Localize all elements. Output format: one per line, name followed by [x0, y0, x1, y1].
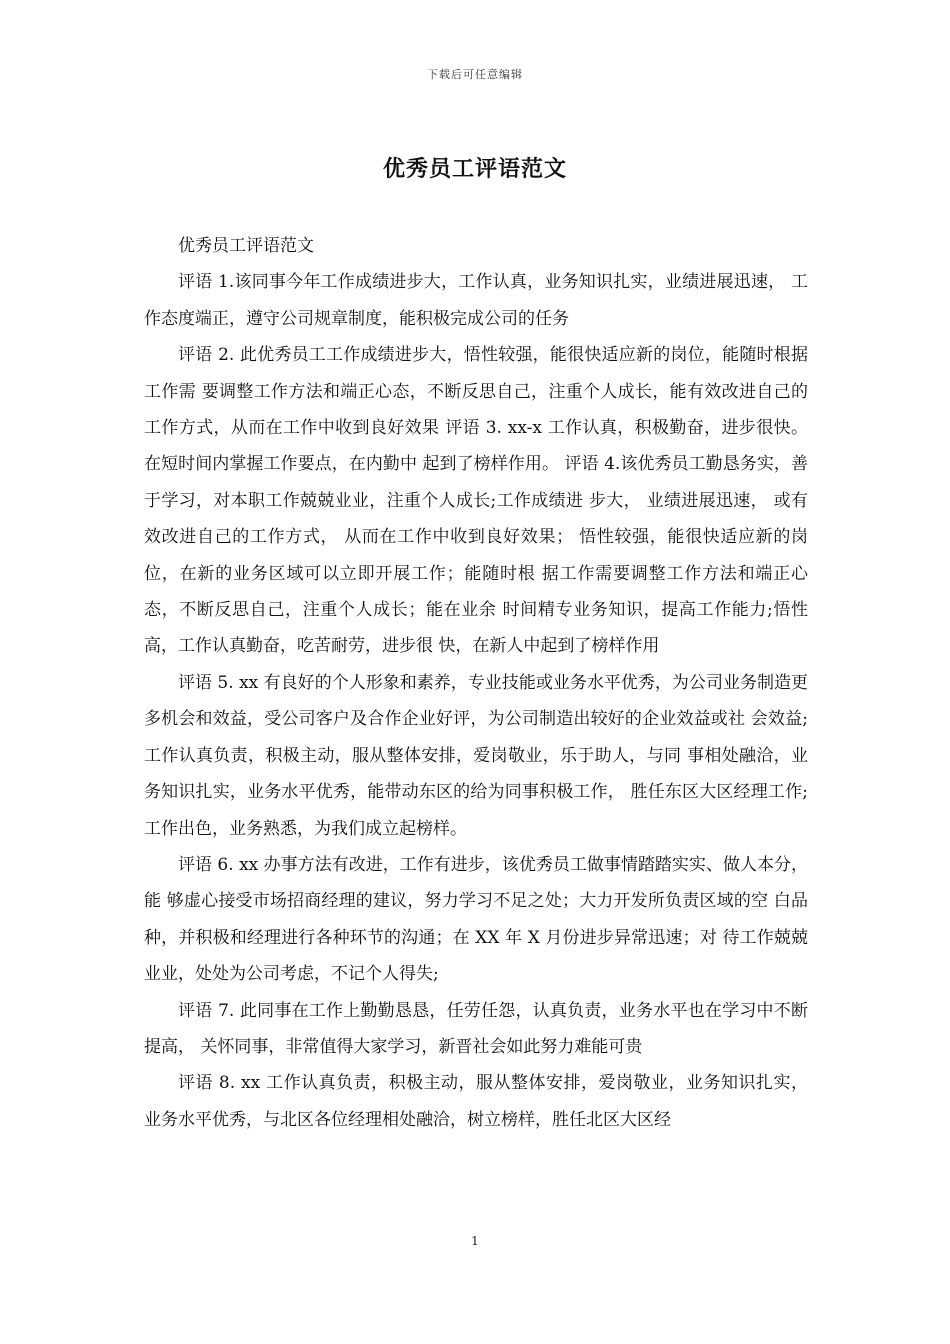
paragraph-comment-6: 评语 6. xx 办事方法有改进，工作有进步，该优秀员工做事情踏踏实实、做人本分，能 够虚心接受市场招商经理的建议，努力学习不足之处；大力开发所负责区域的空 白品种，并积极和经理进行各种环节的沟通；在 XX 年 X 月份进步异常迅速；对 待工作兢兢业业，处处为公司考虑，不记个人得失; — [144, 854, 808, 985]
paragraph-comment-8: 评语 8. xx 工作认真负责，积极主动，服从整体安排，爱岗敬业，业务知识扎实， 业务水平优秀，与北区各位经理相处融洽，树立榜样，胜任北区大区经 — [144, 1073, 808, 1130]
document-body — [144, 228, 808, 1138]
page-title: 优秀员工评语范文 — [382, 156, 567, 182]
paragraph-comment-1: 评语 1.该同事今年工作成绩进步大，工作认真，业务知识扎实，业绩进展迅速， 工作态度端正，遵守公司规章制度，能积极完成公司的任务 — [144, 272, 808, 329]
paragraph-subtitle: 优秀员工评语范文 — [178, 236, 314, 256]
paragraph-comment-2-4: 评语 2. 此优秀员工工作成绩进步大，悟性较强，能很快适应新的岗位，能随时根据工作需 要调整工作方法和端正心态，不断反思自己，注重个人成长，能有效改进自己的 工作方式，从而在工作中收到良好效果 评语 3. xx-x 工作认真，积极勤奋，进步很快。在短时间内掌握工作要点，在内勤中 起到了榜样作用。 评语 4.该优秀员工勤恳务实，善于学习，对本职工作兢兢业业，注重个人成长;工作成绩进 步大， 业绩进展迅速， 或有效改进自己的工作方式， 从而在工作中收到良好效果； 悟性较强，能很快适应新的岗位，在新的业务区域可以立即开展工作；能随时根 据工作需要调整工作方法和端正心态，不断反思自己，注重个人成长；能在业余 时间精专业务知识，提高工作能力;悟性高，工作认真勤奋，吃苦耐劳，进步很 快，在新人中起到了榜样作用 — [144, 345, 808, 657]
page-number: 1 — [471, 1234, 479, 1248]
paragraph-comment-7: 评语 7. 此同事在工作上勤勤恳恳，任劳任怨，认真负责，业务水平也在学习中不断提高， 关怀同事，非常值得大家学习，新晋社会如此努力难能可贵 — [144, 1000, 808, 1057]
paragraph-comment-5: 评语 5. xx 有良好的个人形象和素养，专业技能或业务水平优秀，为公司业务制造更 多机会和效益，受公司客户及合作企业好评，为公司制造出较好的企业效益或社 会效益;工作认真负责，积极主动，服从整体安排，爱岗敬业，乐于助人，与同 事相处融洽，业务知识扎实，业务水平优秀，能带动东区的给为同事积极工作， 胜任东区大区经理工作;工作出色，业务熟悉，为我们成立起榜样。 — [144, 672, 808, 839]
header-note: 下载后可任意编辑 — [427, 68, 523, 81]
